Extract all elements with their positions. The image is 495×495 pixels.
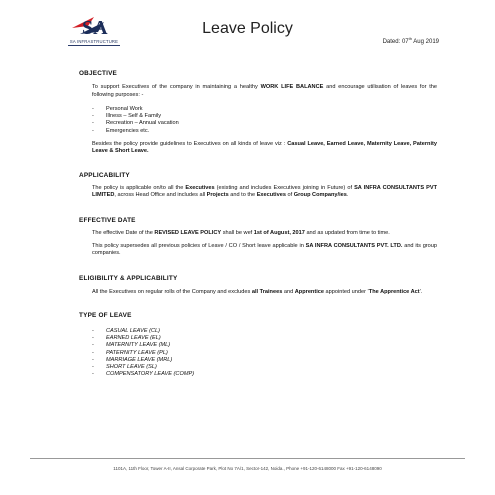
list-item: - CASUAL LEAVE (CL) — [92, 328, 437, 335]
logo-underline — [68, 45, 120, 46]
list-item: - MATERNITY LEAVE (ML) — [92, 342, 437, 349]
list-item: - Recreation – Annual vacation — [92, 120, 437, 127]
objective-intro: To support Executives of the company in maintaining a healthy WORK LIFE BALANCE and encourage utilisation of leaves for the following purposes: - — [92, 84, 437, 98]
eligibility-text: All the Executives on regular rolls of the Company and excludes all Trainees and Apprentice appointed under ‘The Apprentice Act’. — [92, 289, 423, 296]
list-item: - Emergencies etc. — [92, 128, 437, 135]
leave-type-list — [79, 328, 437, 379]
list-item: - COMPENSATORY LEAVE (COMP) — [92, 371, 437, 378]
purpose-list — [79, 106, 437, 135]
heading-eligibility: ELIGIBILITY & APPLICABILITY — [79, 274, 178, 282]
effective-text-2: This policy supersedes all previous policies of Leave / CO / Short leave applicable in SA INFRA CONSULTANTS PVT. LTD. and its group companies. — [92, 243, 437, 257]
policy-body — [79, 70, 437, 379]
heading-effective-date: EFFECTIVE DATE — [79, 216, 136, 224]
svg-text:SA: SA — [82, 17, 108, 38]
list-item: - SHORT LEAVE (SL) — [92, 364, 437, 371]
list-item: - PATERNITY LEAVE (PL) — [92, 350, 437, 357]
footer-address: 1101A, 11th Floor, Tower A-II, Ansal Corporate Park, Plot No 7A/1, Sector-142, Noida., Phone +91-120-6148000 Fax +91-120-6148090 — [113, 466, 382, 471]
objective-besides: Besides the policy provide guidelines to Executives on all kinds of leave viz : Casual Leave, Earned Leave, Maternity Leave, Paternity Leave & Short Leave. — [92, 141, 437, 155]
heading-applicability: APPLICABILITY — [79, 171, 130, 179]
applicability-text: The policy is applicable on/to all the Executives (existing and includes Executives joining in Future) of SA INFRA CONSULTANTS PVT LIMITED, across Head Office and includes all Projects and to the Executives of Group Company/ies. — [92, 184, 437, 199]
logo-text: SA INFRASTRUCTURE — [69, 39, 119, 44]
footer-divider — [30, 458, 465, 459]
list-item: - MARRIAGE LEAVE (MRL) — [92, 357, 437, 364]
effective-text-1: The effective Date of the REVISED LEAVE POLICY shall be wef 1st of August, 2017 and as updated from time to time. — [92, 229, 390, 236]
heading-objective: OBJECTIVE — [79, 70, 118, 77]
list-item: - Personal Work — [92, 106, 437, 113]
document-date: Dated: 07th Aug 2019 — [382, 36, 439, 45]
list-item: - Illness – Self & Family — [92, 113, 437, 120]
heading-type-of-leave: TYPE OF LEAVE — [79, 312, 132, 320]
list-item: - EARNED LEAVE (EL) — [92, 335, 437, 342]
page-title: Leave Policy — [202, 20, 293, 37]
